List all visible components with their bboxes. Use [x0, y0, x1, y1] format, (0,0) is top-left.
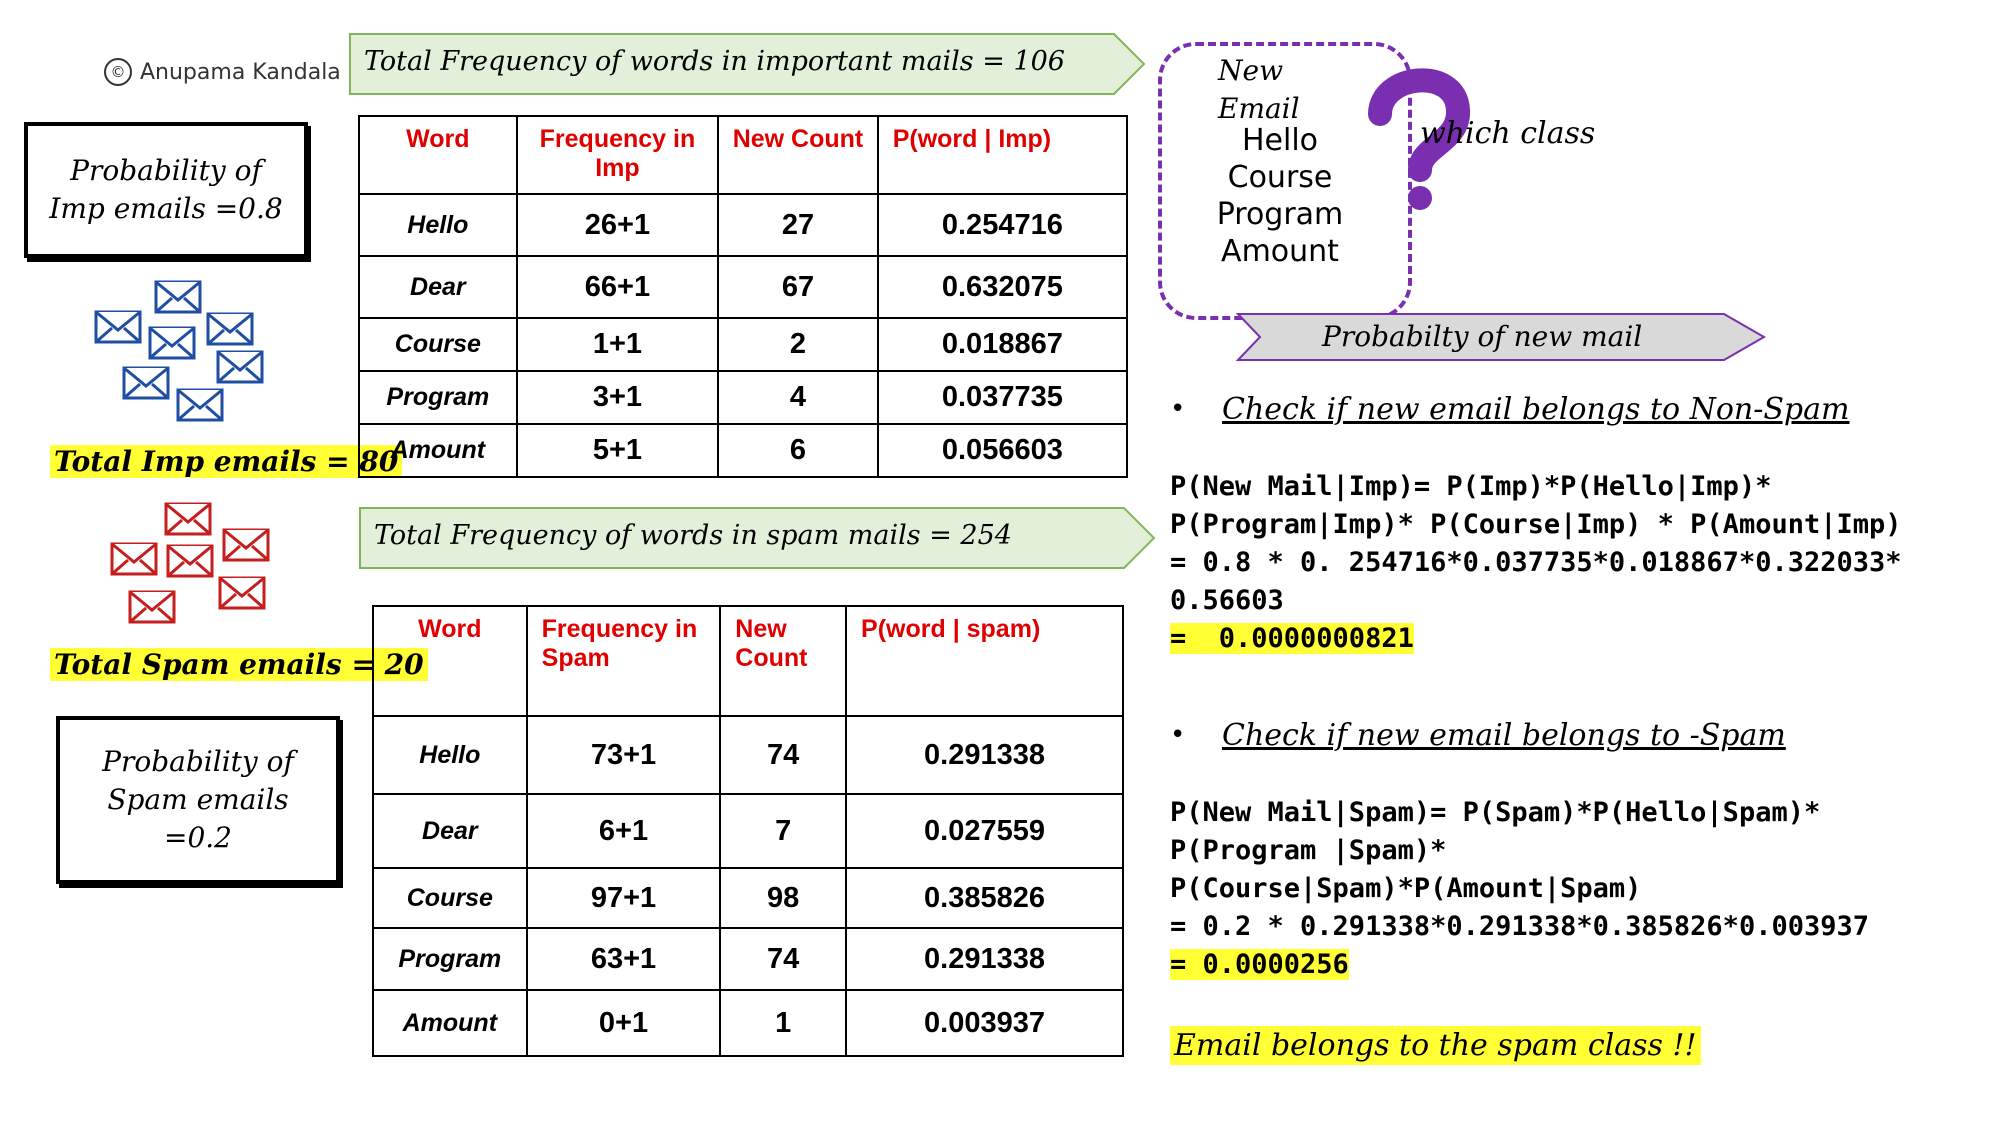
envelope-icon [96, 312, 140, 342]
table-row [373, 868, 1123, 928]
spam-heading: Check if new email belongs to -Spam [1222, 718, 1786, 753]
header-new-count: New Count [720, 606, 846, 716]
header-word: Word [359, 116, 517, 194]
imp-frequency-table [358, 115, 1128, 478]
bullet-spam: • [1170, 720, 1186, 750]
table-row [359, 256, 1127, 318]
word-cell: Program [359, 371, 517, 424]
count-cell: 1 [720, 990, 846, 1056]
copyright-symbol: © [104, 58, 132, 86]
probability-cell: 0.003937 [846, 990, 1123, 1056]
spam-frequency-table [372, 605, 1124, 1057]
header-probability: P(word | Imp) [878, 116, 1127, 194]
probability-cell: 0.291338 [846, 716, 1123, 794]
envelope-icon [220, 578, 264, 608]
count-cell: 74 [720, 928, 846, 990]
probability-cell: 0.632075 [878, 256, 1127, 318]
frequency-cell: 5+1 [517, 424, 719, 477]
which-class-label: which class [1420, 116, 1596, 151]
spam-envelopes-icon [108, 500, 278, 630]
word-cell: Program [373, 928, 527, 990]
header-word: Word [373, 606, 527, 716]
frequency-cell: 1+1 [517, 318, 719, 371]
table-row [359, 318, 1127, 371]
total-imp-emails: Total Imp emails = 80 [50, 445, 402, 478]
envelope-icon [218, 352, 262, 382]
word-cell: Amount [359, 424, 517, 477]
spam-probability-text: Probability of Spam emails =0.2 [102, 745, 294, 854]
frequency-cell: 3+1 [517, 371, 719, 424]
frequency-cell: 97+1 [527, 868, 721, 928]
author-name: Anupama Kandala [140, 59, 341, 85]
table-header-row [359, 116, 1127, 194]
envelope-icon [130, 592, 174, 622]
probability-cell: 0.037735 [878, 371, 1127, 424]
formula-line: P(Program |Spam)* [1170, 835, 1447, 866]
envelope-icon [156, 282, 200, 312]
nonspam-formula [1170, 468, 1902, 658]
count-cell: 2 [718, 318, 877, 371]
table-row [373, 716, 1123, 794]
imp-total-banner [348, 32, 1148, 96]
total-spam-emails: Total Spam emails = 20 [50, 648, 428, 681]
probability-cell: 0.385826 [846, 868, 1123, 928]
header-frequency: Frequency in Spam [527, 606, 721, 716]
envelope-icon [112, 544, 156, 574]
frequency-cell: 63+1 [527, 928, 721, 990]
nonspam-result: = 0.0000000821 [1170, 623, 1414, 654]
envelope-icon [208, 314, 252, 344]
spam-formula [1170, 794, 1869, 984]
count-cell: 98 [720, 868, 846, 928]
imp-total-text: Total Frequency of words in important mails = 106 [364, 46, 1065, 77]
imp-envelopes-icon [92, 278, 272, 428]
new-email-words [1190, 122, 1370, 270]
count-cell: 74 [720, 716, 846, 794]
list-item: Hello [1241, 123, 1319, 158]
list-item: Program [1216, 197, 1344, 232]
count-cell: 6 [718, 424, 877, 477]
new-email-title-line2: Email [1218, 92, 1300, 125]
envelope-icon [166, 504, 210, 534]
frequency-cell: 73+1 [527, 716, 721, 794]
probability-cell: 0.018867 [878, 318, 1127, 371]
header-frequency: Frequency in Imp [517, 116, 719, 194]
formula-line: P(New Mail|Imp)= P(Imp)*P(Hello|Imp)* [1170, 471, 1772, 502]
probability-banner [1236, 312, 1766, 362]
word-cell: Amount [373, 990, 527, 1056]
envelope-icon [178, 390, 222, 420]
conclusion: Email belongs to the spam class !! [1170, 1026, 1701, 1065]
table-row [373, 928, 1123, 990]
word-cell: Course [373, 868, 527, 928]
copyright [104, 58, 341, 86]
spam-total-text: Total Frequency of words in spam mails = 254 [374, 520, 1012, 551]
list-item: Course [1227, 160, 1333, 195]
formula-line: 0.56603 [1170, 585, 1284, 616]
formula-line: = 0.8 * 0. 254716*0.037735*0.018867*0.322033* [1170, 547, 1902, 578]
envelope-icon [124, 368, 168, 398]
imp-probability-text: Probability of Imp emails =0.8 [49, 154, 283, 225]
table-row [359, 371, 1127, 424]
probability-cell: 0.027559 [846, 794, 1123, 868]
word-cell: Hello [359, 194, 517, 256]
word-cell: Dear [373, 794, 527, 868]
probability-cell: 0.254716 [878, 194, 1127, 256]
spam-probability-box [56, 716, 340, 884]
table-row [359, 424, 1127, 477]
count-cell: 27 [718, 194, 877, 256]
count-cell: 4 [718, 371, 877, 424]
frequency-cell: 6+1 [527, 794, 721, 868]
frequency-cell: 0+1 [527, 990, 721, 1056]
new-email-title [1218, 52, 1300, 128]
table-header-row [373, 606, 1123, 716]
imp-probability-box [24, 122, 308, 258]
envelope-icon [224, 530, 268, 560]
probability-banner-text: Probabilty of new mail [1322, 320, 1643, 353]
formula-line: P(New Mail|Spam)= P(Spam)*P(Hello|Spam)* [1170, 797, 1821, 828]
nonspam-heading: Check if new email belongs to Non-Spam [1222, 392, 1850, 427]
word-cell: Dear [359, 256, 517, 318]
table-row [373, 794, 1123, 868]
formula-line: P(Course|Spam)*P(Amount|Spam) [1170, 873, 1642, 904]
probability-cell: 0.291338 [846, 928, 1123, 990]
header-new-count: New Count [718, 116, 877, 194]
frequency-cell: 26+1 [517, 194, 719, 256]
formula-line: = 0.2 * 0.291338*0.291338*0.385826*0.003937 [1170, 911, 1869, 942]
word-cell: Course [359, 318, 517, 371]
probability-cell: 0.056603 [878, 424, 1127, 477]
frequency-cell: 66+1 [517, 256, 719, 318]
table-row [359, 194, 1127, 256]
word-cell: Hello [373, 716, 527, 794]
count-cell: 67 [718, 256, 877, 318]
list-item: Amount [1221, 234, 1339, 269]
spam-result: = 0.0000256 [1170, 949, 1349, 980]
table-row [373, 990, 1123, 1056]
spam-total-banner [358, 506, 1158, 570]
header-probability: P(word | spam) [846, 606, 1123, 716]
new-email-title-line1: New [1218, 54, 1284, 87]
bullet-nonspam: • [1170, 394, 1186, 424]
envelope-icon [168, 546, 212, 576]
envelope-icon [150, 328, 194, 358]
formula-line: P(Program|Imp)* P(Course|Imp) * P(Amount|Imp) [1170, 509, 1902, 540]
count-cell: 7 [720, 794, 846, 868]
